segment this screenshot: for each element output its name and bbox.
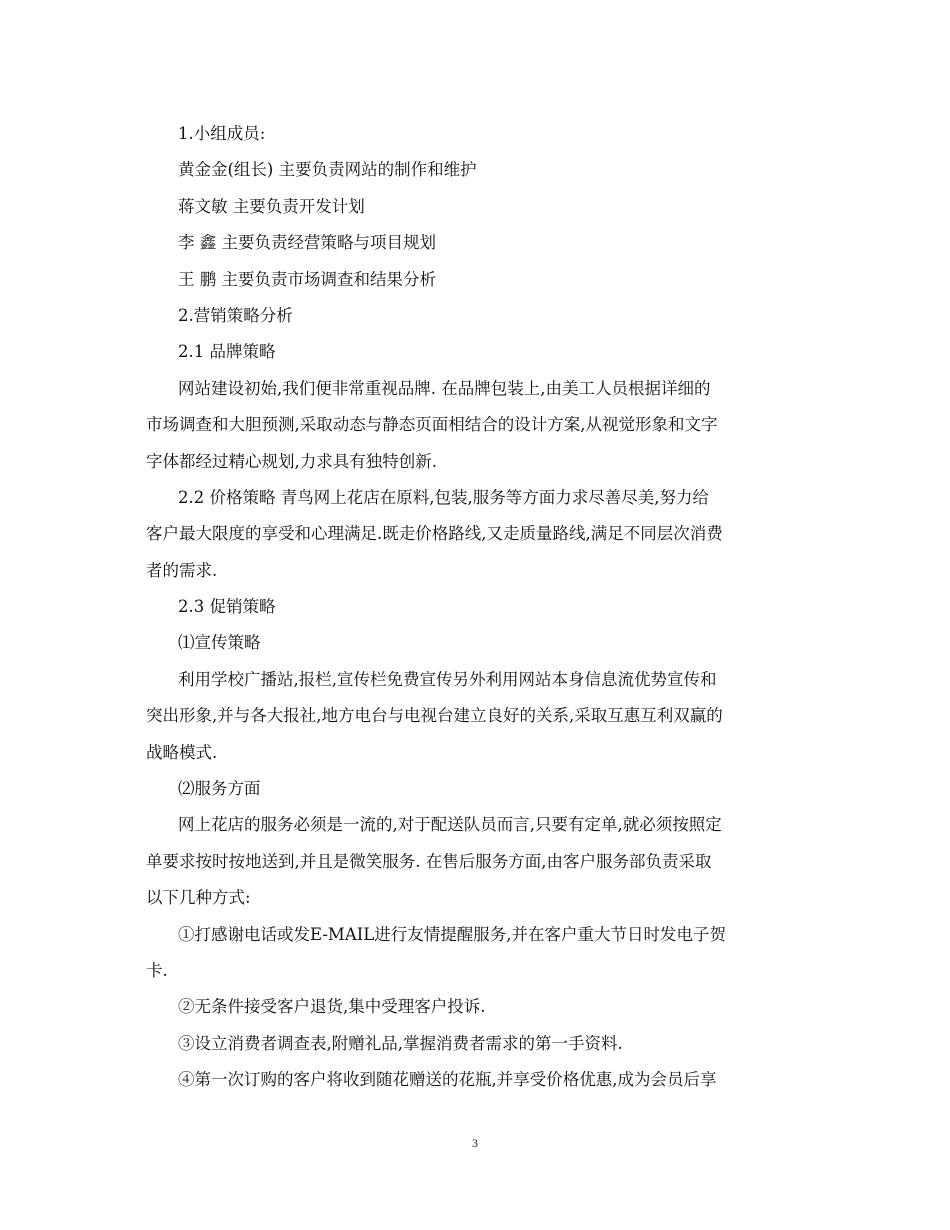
text-line: 李 鑫 主要负责经营策略与项目规划 [178,233,436,253]
text-line: ①打感谢电话或发E-MAIL进行友情提醒服务,并在客户重大节日时发电子贺 [178,924,726,944]
list-item-3 [146,1026,806,1062]
text-line: 客户最大限度的享受和心理满足.既走价格路线,又走质量路线,满足不同层次消费 [146,524,723,544]
document-body [146,116,806,1099]
list-item-2 [146,989,806,1025]
text-line: 者的需求. [146,560,218,580]
paragraph-service [146,807,806,916]
item-heading: ⑴宣传策略 [178,633,261,653]
page-number: 3 [472,1136,478,1150]
list-item-4 [146,1062,806,1098]
list-item-1 [146,917,806,990]
subsection-heading: 2.3 促销策略 [178,597,276,617]
paragraph-service-heading [146,771,806,807]
text-line: 卡. [146,960,168,980]
text-line: 利用学校广播站,报栏,宣传栏免费宣传另外利用网站本身信息流优势宣传和 [178,669,717,689]
text-line: 突出形象,并与各大报社,地方电台与电视台建立良好的关系,采取互惠互利双赢的 [146,706,723,726]
item-heading: ⑵服务方面 [178,779,261,799]
section-heading: 2.营销策略分析 [178,305,293,325]
text-line: 1.小组成员: [178,124,266,143]
text-line: 网站建设初始,我们便非常重视品牌. 在品牌包装上,由美工人员根据详细的 [178,378,711,398]
text-line: 战略模式. [146,742,218,762]
text-line: 王 鹏 主要负责市场调查和结果分析 [178,269,436,289]
paragraph-brand-strategy [146,371,806,480]
subsection-heading: 2.1 品牌策略 [178,342,276,362]
paragraph-publicity [146,662,806,771]
paragraph-price-strategy [146,480,806,589]
text-line: ②无条件接受客户退货,集中受理客户投诉. [178,997,486,1017]
text-line: 网上花店的服务必须是一流的,对于配送队员而言,只要有定单,就必须按照定 [178,815,722,835]
paragraph-promotion-heading [146,589,806,625]
text-line: 字体都经过精心规划,力求具有独特创新. [146,451,437,471]
text-line: ③设立消费者调查表,附赠礼品,掌握消费者需求的第一手资料. [178,1033,623,1053]
text-line: 以下几种方式: [146,888,251,908]
text-line: 蒋文敏 主要负责开发计划 [178,196,365,216]
paragraph-publicity-heading [146,625,806,661]
text-line: ④第一次订购的客户将收到随花赠送的花瓶,并享受价格优惠,成为会员后享 [178,1070,717,1090]
text-line: 单要求按时按地送到,并且是微笑服务. 在售后服务方面,由客户服务部负责采取 [146,851,712,871]
text-line: 黄金金(组长) 主要负责网站的制作和维护 [178,160,477,180]
text-line: 市场调查和大胆预测,采取动态与静态页面相结合的设计方案,从视觉形象和文字 [146,415,718,435]
text-line: 2.2 价格策略 青鸟网上花店在原料,包装,服务等方面力求尽善尽美,努力给 [178,487,709,507]
